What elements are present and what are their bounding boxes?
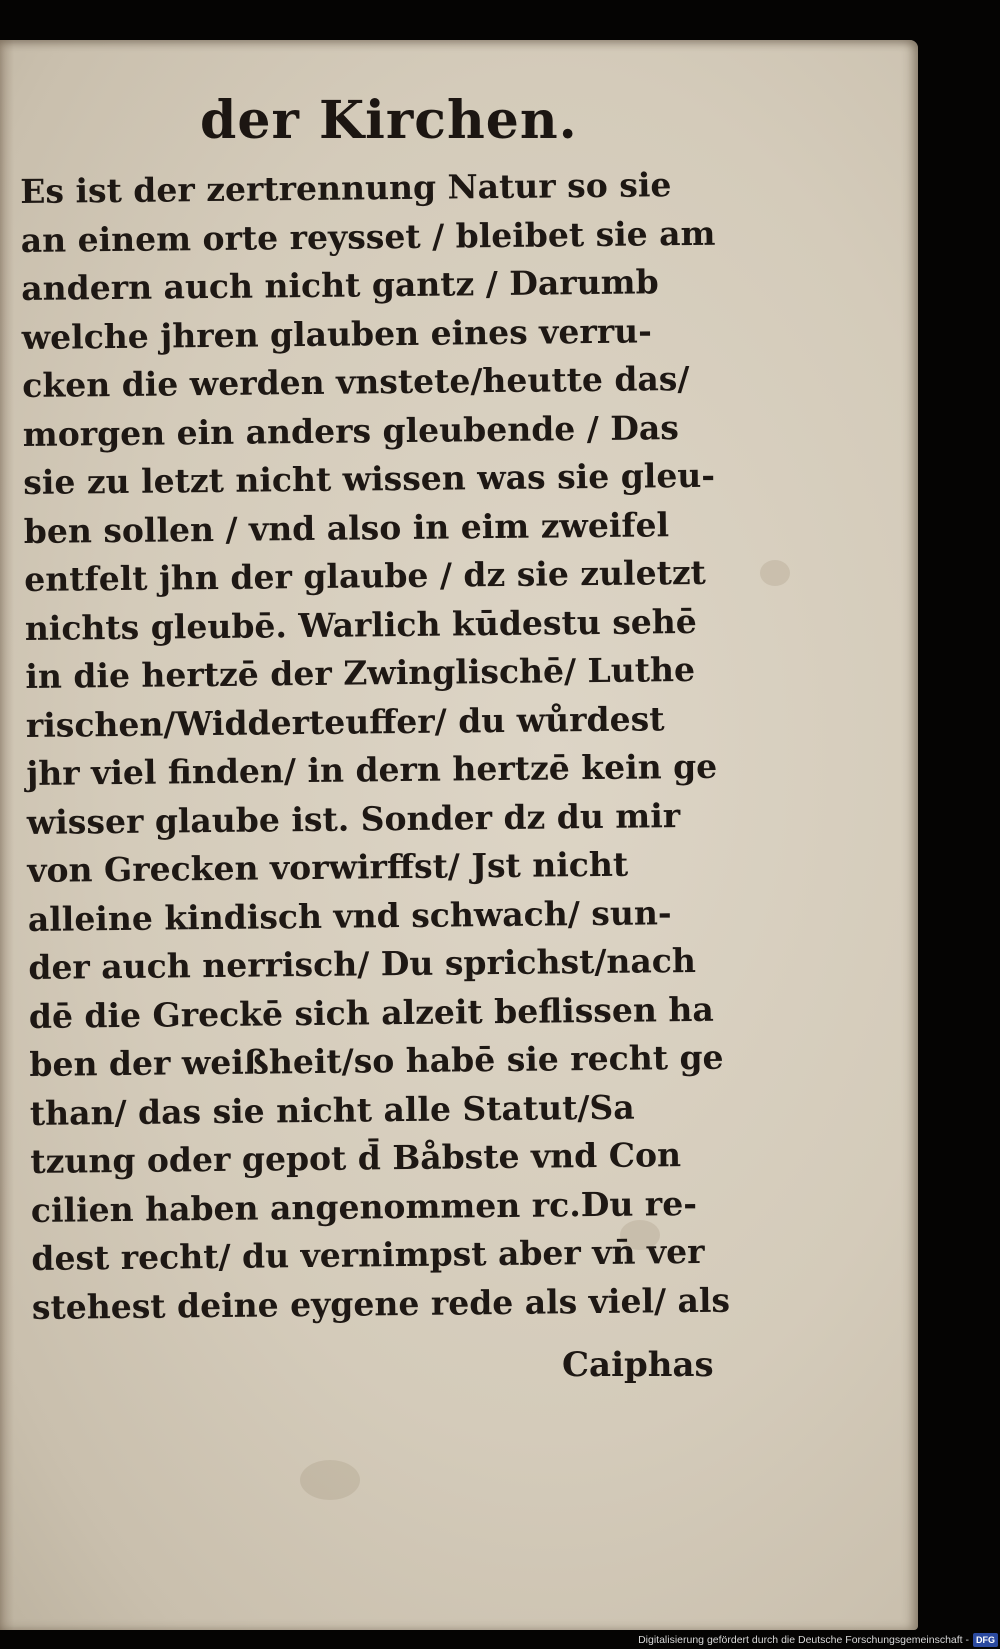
dfg-logo: DFG: [973, 1633, 998, 1647]
credit-text: Digitalisierung gefördert durch die Deutsche Forschungsgemeinschaft -: [638, 1634, 969, 1646]
text-line: than/ das sie nicht alle Statut/Sa: [29, 1087, 635, 1133]
text-line: von Grecken vorwirffst/ Jst nicht: [27, 844, 629, 890]
text-line: der auch nerrisch/ Du sprichst/nach: [28, 940, 697, 987]
text-line: entfelt jhn der glaube / dz sie zuletzt: [24, 552, 707, 599]
text-line: jhr viel finden/ in dern hertzē kein ge: [26, 746, 718, 793]
body-text: [20, 160, 752, 1331]
text-line: dē die Greckē sich alzeit beflissen ha: [28, 989, 714, 1036]
text-line: an einem orte reysset / bleibet sie am: [20, 213, 716, 260]
paper-stain: [760, 560, 790, 586]
book-page: [0, 40, 918, 1630]
catchword: Caiphas: [562, 1345, 714, 1385]
text-line: cilien haben angenommen rc.Du re-: [30, 1183, 698, 1230]
text-line: morgen ein anders gleubende / Das: [22, 407, 680, 454]
paper-stain: [300, 1460, 360, 1500]
text-line: rischen/Widderteuffer/ du wůrdest: [25, 698, 665, 745]
running-head: der Kirchen.: [200, 90, 578, 151]
text-line: ben sollen / vnd also in eim zweifel: [23, 504, 670, 551]
text-line: nichts gleubē. Warlich kūdestu sehē: [24, 601, 697, 648]
text-line: sie zu letzt nicht wissen was sie gleu-: [23, 455, 716, 502]
text-line: ben der weißheit/so habē sie recht ge: [29, 1037, 724, 1084]
text-line: stehest deine eygene rede als viel/ als: [31, 1280, 731, 1327]
text-line: wisser glaube ist. Sonder dz du mir: [26, 795, 681, 842]
digitization-credit: [638, 1631, 1000, 1649]
text-line: dest recht/ du vernimpst aber vn̄ ver: [31, 1231, 705, 1278]
text-line: Es ist der zertrennung Natur so sie: [20, 165, 672, 211]
text-line: cken die werden vnstete/heutte das/: [22, 359, 690, 405]
text-line: andern auch nicht gantz / Darumb: [21, 262, 659, 308]
text-line: welche jhren glauben eines verru-: [21, 310, 653, 357]
text-line: tzung oder gepot d̄ Båbste vnd Con: [30, 1135, 682, 1181]
text-line: in die hertzē der Zwinglischē/ Luthe: [25, 649, 696, 696]
page-binding-shadow: [0, 40, 14, 1630]
text-line: alleine kindisch vnd schwach/ sun-: [27, 892, 672, 939]
